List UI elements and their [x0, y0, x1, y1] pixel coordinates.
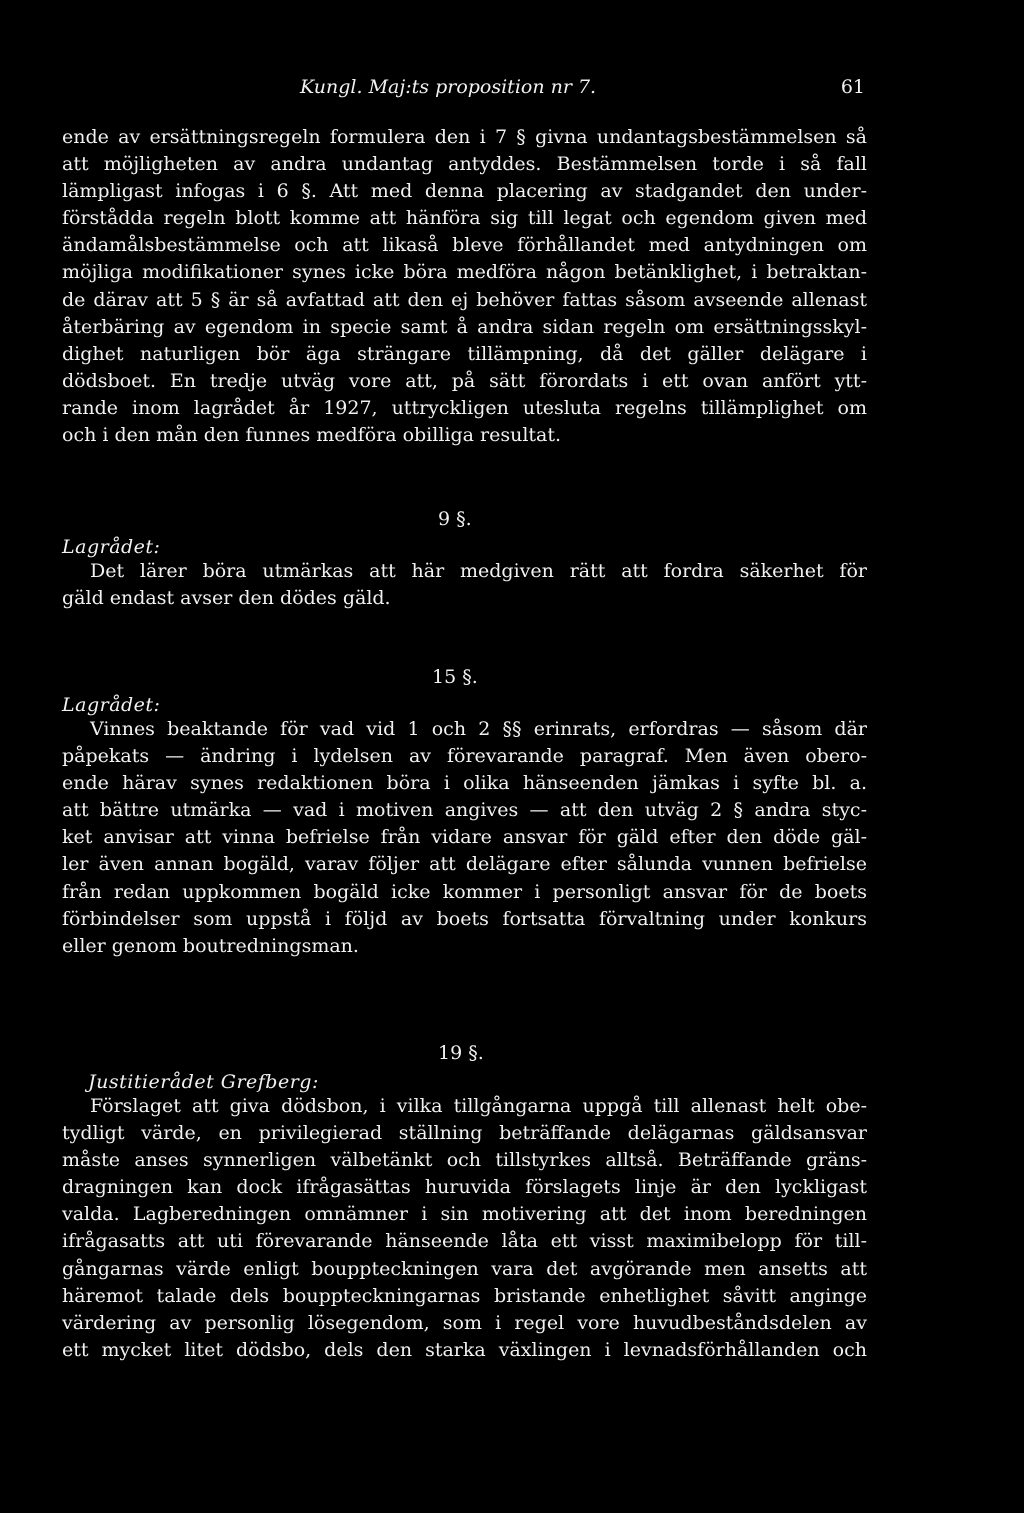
- text-line: Vinnes beaktande för vad vid 1 och 2 §§ erinrats, erfordras — såsom där: [90, 718, 867, 740]
- text-line: ket anvisar att vinna befrielse från vidare ansvar för gäld efter den döde gäl-: [62, 826, 867, 849]
- text-line: ändamålsbestämmelse och att likaså bleve förhållandet med antydningen om: [62, 234, 867, 257]
- section-19-heading: 19 §.: [438, 1042, 484, 1064]
- text-line: ifrågasatts att uti förevarande hänseende låta ett visst maximibelopp för till-: [62, 1230, 867, 1253]
- text-line: valda. Lagberedningen omnämner i sin motivering att det inom beredningen: [62, 1203, 867, 1226]
- text-line: och i den mån den funnes medföra obilliga resultat.: [62, 424, 562, 447]
- text-line: häremot talade dels bouppteckningarnas bristande enhetlighet såvitt anginge: [62, 1284, 867, 1307]
- intro-paragraph: [62, 124, 867, 449]
- text-line: lämpligast infogas i 6 §. Att med denna placering av stadgandet den under-: [62, 180, 867, 203]
- text-line: de därav att 5 § är så avfattad att den ej behöver fattas såsom avseende allenast: [62, 288, 867, 311]
- page-number: 61: [840, 76, 865, 98]
- section-9-heading: 9 §.: [438, 508, 472, 530]
- text-line: gäld endast avser den dödes gäld.: [62, 587, 391, 610]
- text-line: måste anses synnerligen välbetänkt och tillstyrkes alltså. Beträffande gräns-: [62, 1149, 867, 1172]
- section-15-body: [62, 716, 867, 960]
- text-line: att bättre utmärka — vad i motiven angives — att den utväg 2 § andra styc-: [62, 799, 867, 822]
- text-line: möjliga modifikationer synes icke böra medföra någon betänklighet, i betraktan-: [62, 261, 867, 284]
- text-line: ende av ersättningsregeln formulera den i 7 § givna undantagsbestämmelsen så: [62, 126, 867, 148]
- section-9-body: [62, 558, 867, 612]
- page-header: [300, 76, 865, 102]
- text-line: dighet naturligen bör äga strängare tillämpning, då det gäller delägare i: [62, 342, 867, 365]
- text-line: från redan uppkommen bogäld icke kommer i personligt ansvar för de boets: [62, 880, 867, 903]
- text-line: ende härav synes redaktionen böra i olika hänseenden jämkas i syfte bl. a.: [62, 772, 867, 795]
- text-line: värdering av personlig lösegendom, som i regel vore huvudbeståndsdelen av: [62, 1311, 867, 1334]
- section-19-body: [62, 1093, 867, 1364]
- section-15-speaker: Lagrådet:: [62, 694, 161, 716]
- section-15-heading: 15 §.: [432, 666, 478, 688]
- section-19-speaker: Justitierådet Grefberg:: [88, 1071, 319, 1093]
- text-line: rande inom lagrådet år 1927, uttryckligen utesluta regelns tillämplighet om: [62, 396, 867, 419]
- text-line: Förslaget att giva dödsbon, i vilka tillgångarna uppgå till allenast helt obe-: [90, 1095, 867, 1117]
- text-line: påpekats — ändring i lydelsen av förevarande paragraf. Men även obero-: [62, 745, 867, 768]
- text-line: tydligt värde, en privilegierad ställning beträffande delägarnas gäldsansvar: [62, 1122, 867, 1145]
- text-line: att möjligheten av andra undantag antyddes. Bestämmelsen torde i så fall: [62, 153, 867, 176]
- text-line: dragningen kan dock ifrågasättas huruvida förslagets linje är den lyckligast: [62, 1176, 867, 1199]
- running-title: Kungl. Maj:ts proposition nr 7.: [300, 76, 597, 98]
- text-line: ett mycket litet dödsbo, dels den starka växlingen i levnadsförhållanden och: [62, 1338, 867, 1361]
- text-line: ler även annan bogäld, varav följer att delägare efter sålunda vunnen befrielse: [62, 853, 867, 876]
- section-9-speaker: Lagrådet:: [62, 536, 161, 558]
- text-line: Det lärer böra utmärkas att här medgiven rätt att fordra säkerhet för: [90, 560, 867, 582]
- text-line: återbäring av egendom in specie samt å andra sidan regeln om ersättningsskyl-: [62, 315, 867, 338]
- text-line: eller genom boutredningsman.: [62, 934, 359, 957]
- text-line: dödsboet. En tredje utväg vore att, på sätt förordats i ett ovan anfört ytt-: [62, 369, 867, 392]
- text-line: förbindelser som uppstå i följd av boets fortsatta förvaltning under konkurs: [62, 907, 867, 930]
- text-line: förstådda regeln blott komme att hänföra sig till legat och egendom given med: [62, 207, 867, 230]
- text-line: gångarnas värde enligt bouppteckningen vara det avgörande men ansetts att: [62, 1257, 867, 1280]
